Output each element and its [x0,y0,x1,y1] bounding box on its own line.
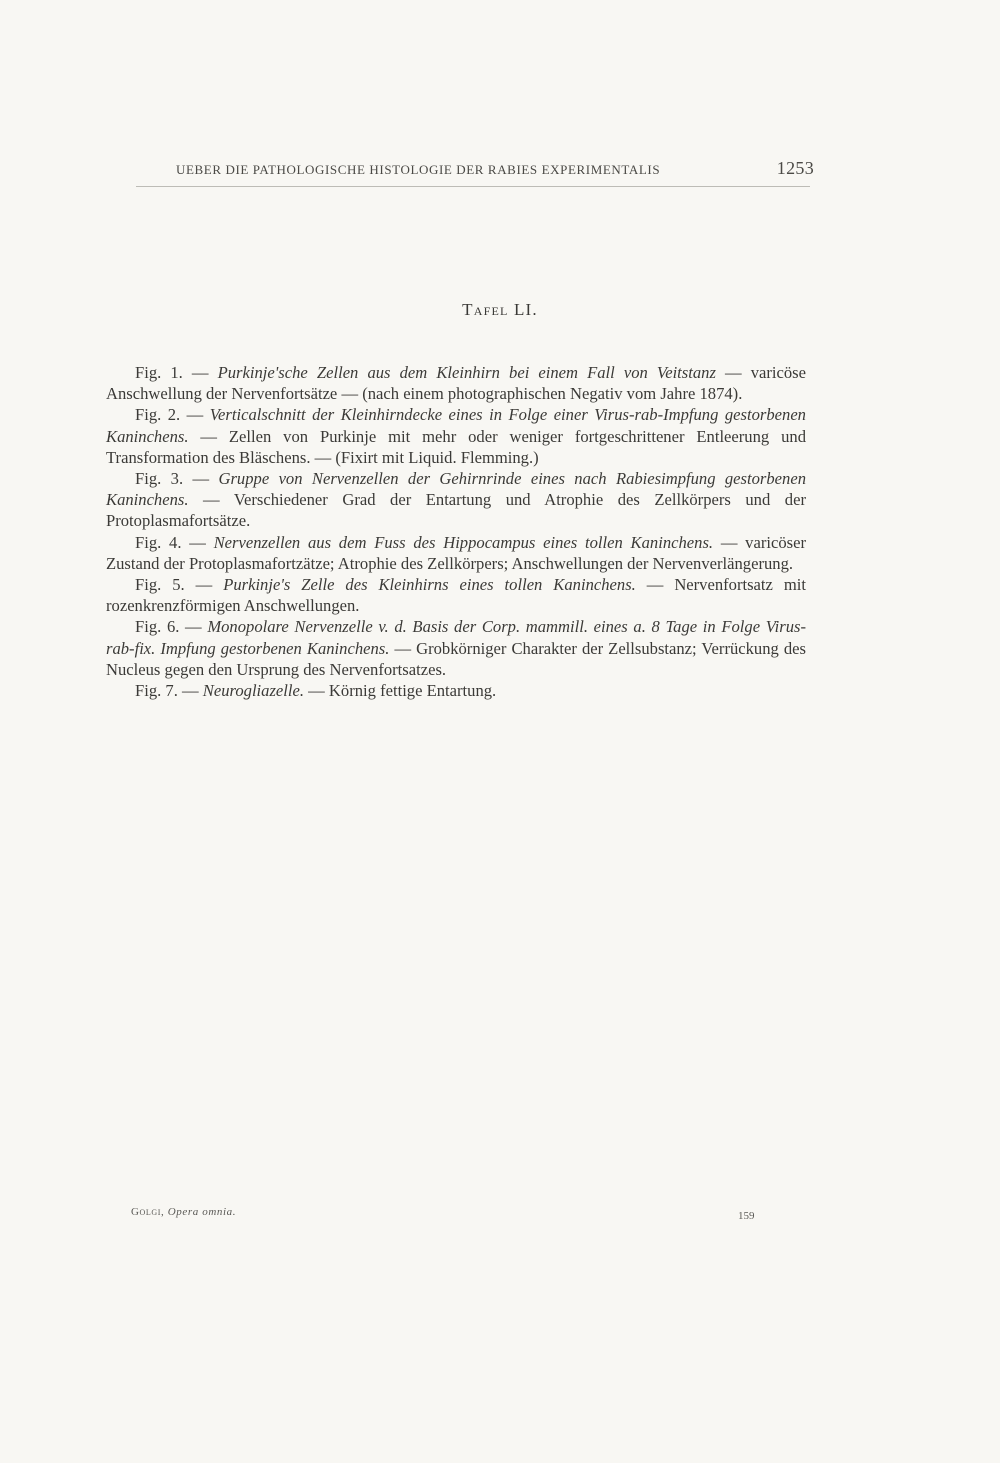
figure-description: — varicöse Anschwellung der Nervenfortsätze — (nach einem photographischen Negativ vom Jahre 1874). [106,363,806,404]
figure-label: Fig. 2. — [135,405,210,425]
figure-description: — Verschiedener Grad der Entartung und Atrophie des Zellkörpers und der Protoplasmafortsätze. [106,490,806,531]
figure-description: — Nervenfortsatz mit rozenkrenzförmigen Anschwellungen. [106,575,806,616]
figure-label: Fig. 7. — [135,681,203,701]
figure-caption: Gruppe von Nervenzellen der Gehirnrinde eines nach Rabiesimpfung gestorbenen Kaninchens. [106,469,806,510]
figure-label: Fig. 1. — [135,363,218,382]
figure-caption: Monopolare Nervenzelle v. d. Basis der Corp. mammill. eines a. 8 Tage in Folge Virus-rab-fix. Impfung gestorbenen Kaninchens. [106,617,806,658]
figure-caption: Nervenzellen aus dem Fuss des Hippocampus eines tollen Kaninchens. [213,532,714,552]
running-title: UEBER DIE PATHOLOGISCHE HISTOLOGIE DER RABIES EXPERIMENTALIS [176,162,661,177]
plate-title-number: LI. [513,300,538,319]
figure-caption: Neurogliazelle. [202,681,305,701]
figure-description: — Grobkörniger Charakter der Zellsubstanz; Verrückung des Nucleus gegen den Ursprung des Nervenfortsatzes. [106,638,806,679]
figure-entry-4 [106,532,806,574]
page-number: 1253 [776,158,814,178]
figure-entry-3 [106,468,806,532]
figure-entry-7 [106,680,806,701]
figure-label: Fig. 3. — [135,469,219,489]
figure-entry-1 [106,362,806,404]
figure-entry-6 [106,616,806,680]
footer-work: Opera omnia. [167,1206,237,1218]
figure-description: — Zellen von Purkinje mit mehr oder weniger fortgeschrittener Entleerung und Transformation des Bläschens. — (Fixirt mit Liquid. Flemming.) [106,426,806,467]
signature-mark: 159 [738,1210,755,1222]
figure-entry-5 [106,574,806,616]
figure-entry-2 [106,404,806,468]
figure-description: — varicöser Zustand der Protoplasmafortzätze; Atrophie des Zellkörpers; Anschwellungen der Nervenverlängerung. [106,532,806,573]
figure-caption: Purkinje'sche Zellen aus dem Kleinhirn bei einem Fall von Veitstanz [217,363,716,382]
running-head [176,158,814,184]
plate-title-word: Tafel [462,300,509,319]
header-rule [136,186,810,187]
figure-label: Fig. 5. — [135,575,224,595]
figure-caption: Purkinje's Zelle des Kleinhirns eines tollen Kaninchens. [223,575,636,595]
figure-label: Fig. 6. — [135,617,208,637]
figure-caption: Verticalschnitt der Kleinhirndecke eines in Folge einer Virus-rab-Impfung gestorbenen Kaninchens. [106,405,806,446]
figure-description: — Körnig fettige Entartung. [304,681,497,701]
figure-label: Fig. 4. — [135,532,214,552]
footer-author: Golgi, [131,1206,165,1218]
plate-title [0,300,1000,320]
figure-captions [106,362,806,701]
footer-citation [131,1206,236,1218]
